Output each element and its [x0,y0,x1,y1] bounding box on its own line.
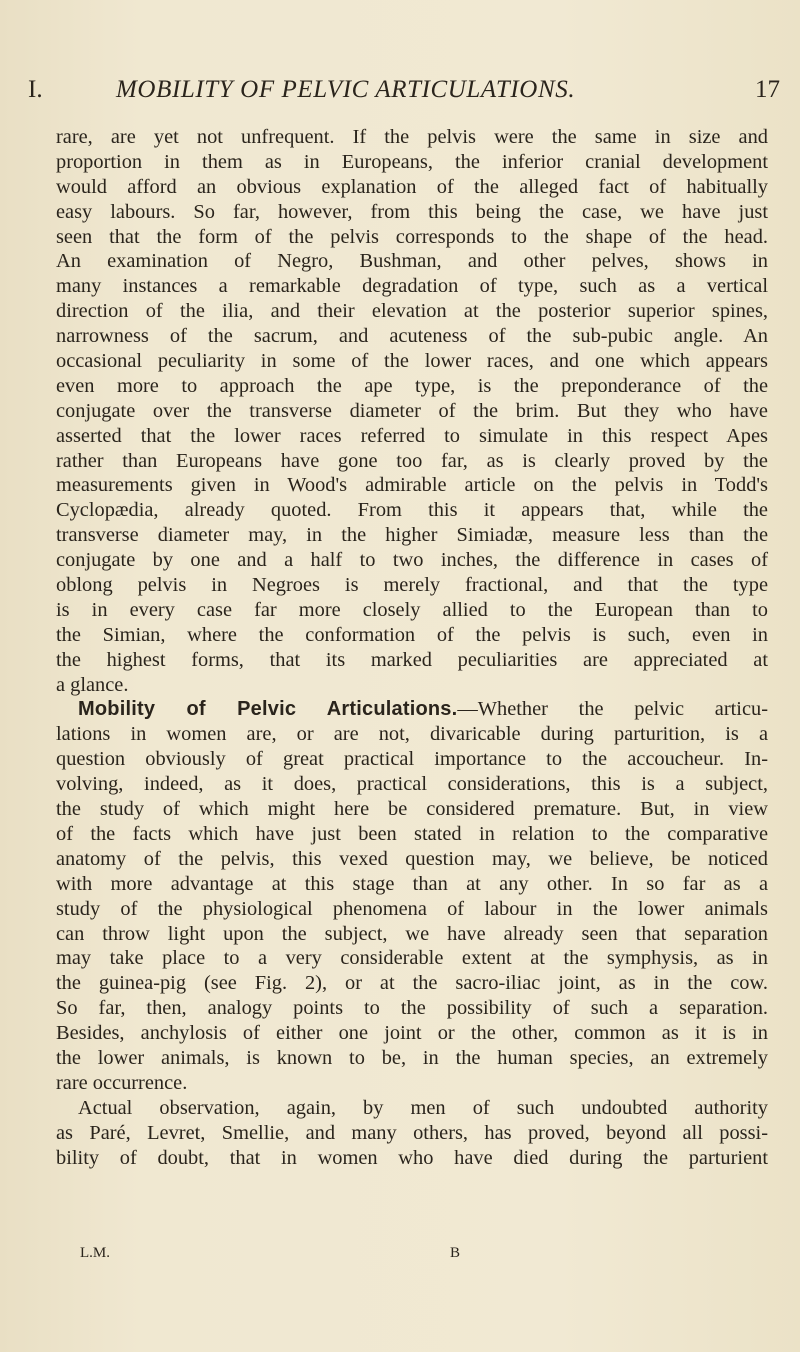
text-line: may take place to a very considerable extent at the symphysis, as in [56,947,768,970]
text-line: the guinea-pig (see Fig. 2), or at the sacro-iliac joint, as in the cow. [56,972,768,995]
text-line: the study of which might here be considered premature. But, in view [56,798,768,821]
sheet-letter: B [450,1245,461,1261]
text-line: oblong pelvis in Negroes is merely fractional, and that the type [56,574,768,597]
text-line [56,697,768,722]
text-line: with more advantage at this stage than at any other. In so far as a [56,872,768,895]
text-line: Cyclopædia, already quoted. From this it appears that, while the [56,499,768,522]
text-line: transverse diameter may, in the higher Simiadæ, measure less than the [56,524,768,547]
text-line: asserted that the lower races referred to simulate in this respect Apes [56,424,768,447]
text-line: lations in women are, or are not, divaricable during parturition, is a [56,723,768,746]
text-line: measurements given in Wood's admirable article on the pelvis in Todd's [56,474,768,497]
text-line: even more to approach the ape type, is the preponderance of the [56,374,768,397]
text-line: occasional peculiarity in some of the lower races, and one which appears [56,350,768,373]
running-title: MOBILITY OF PELVIC ARTICULATIONS. [116,76,576,103]
text-line: Besides, anchylosis of either one joint or the other, common as it is in [56,1022,768,1045]
paragraph-continuation [56,722,768,1095]
text-line: proportion in them as in Europeans, the inferior cranial development [56,150,768,173]
text-line: direction of the ilia, and their elevation at the posterior superior spines, [56,300,768,323]
text-line-rest: —Whether the pelvic articu- [457,698,768,721]
text-line: the Simian, where the conformation of the pelvis is such, even in [56,623,768,646]
running-header [28,76,780,110]
text-line: rare, are yet not unfrequent. If the pelvis were the same in size and [56,126,768,148]
text-line: the lower animals, is known to be, in the human species, an extremely [56,1046,768,1069]
text-line: the highest forms, that its marked peculiarities are appreciated at [56,648,768,671]
body-text [56,125,768,1170]
text-line: conjugate over the transverse diameter of the brim. But they who have [56,399,768,422]
text-line: would afford an obvious explanation of the alleged fact of habitually [56,175,768,198]
text-line: of the facts which have just been stated in relation to the comparative [56,822,768,845]
text-line: Actual observation, again, by men of such undoubted authority [78,1096,768,1119]
text-line: An examination of Negro, Bushman, and other pelves, shows in [56,250,768,273]
signature-mark: L.M. [80,1245,110,1261]
paragraph [56,125,768,697]
chapter-number: I. [28,76,43,103]
text-line: So far, then, analogy points to the possibility of such a separation. [56,997,768,1020]
text-line: narrowness of the sacrum, and acuteness of the sub-pubic angle. An [56,325,768,348]
text-line: rare occurrence. [56,1071,188,1094]
text-line: many instances a remarkable degradation of type, such as a vertical [56,275,768,298]
text-line: anatomy of the pelvis, this vexed question may, we believe, be noticed [56,847,768,870]
paragraph [56,697,768,1095]
text-line: seen that the form of the pelvis corresponds to the shape of the head. [56,225,768,248]
page-number: 17 [755,76,780,103]
page-footer [80,1245,540,1269]
text-line: as Paré, Levret, Smellie, and many others, has proved, beyond all possi- [56,1121,768,1144]
text-line: study of the physiological phenomena of labour in the lower animals [56,897,768,920]
text-line: easy labours. So far, however, from this being the case, we have just [56,200,768,223]
section-heading: Mobility of Pelvic Articulations. [78,698,458,721]
text-line: bility of doubt, that in women who have died during the parturient [56,1146,768,1169]
text-line: rather than Europeans have gone too far, as is clearly proved by the [56,449,768,472]
text-line: volving, indeed, as it does, practical considerations, this is a subject, [56,773,768,796]
text-line: a glance. [56,673,129,696]
text-line: can throw light upon the subject, we have already seen that separation [56,922,768,945]
text-line: conjugate by one and a half to two inches, the difference in cases of [56,549,768,572]
paragraph [56,1096,768,1171]
text-line: is in every case far more closely allied to the European than to [56,598,768,621]
text-line: question obviously of great practical importance to the accoucheur. In- [56,748,768,771]
